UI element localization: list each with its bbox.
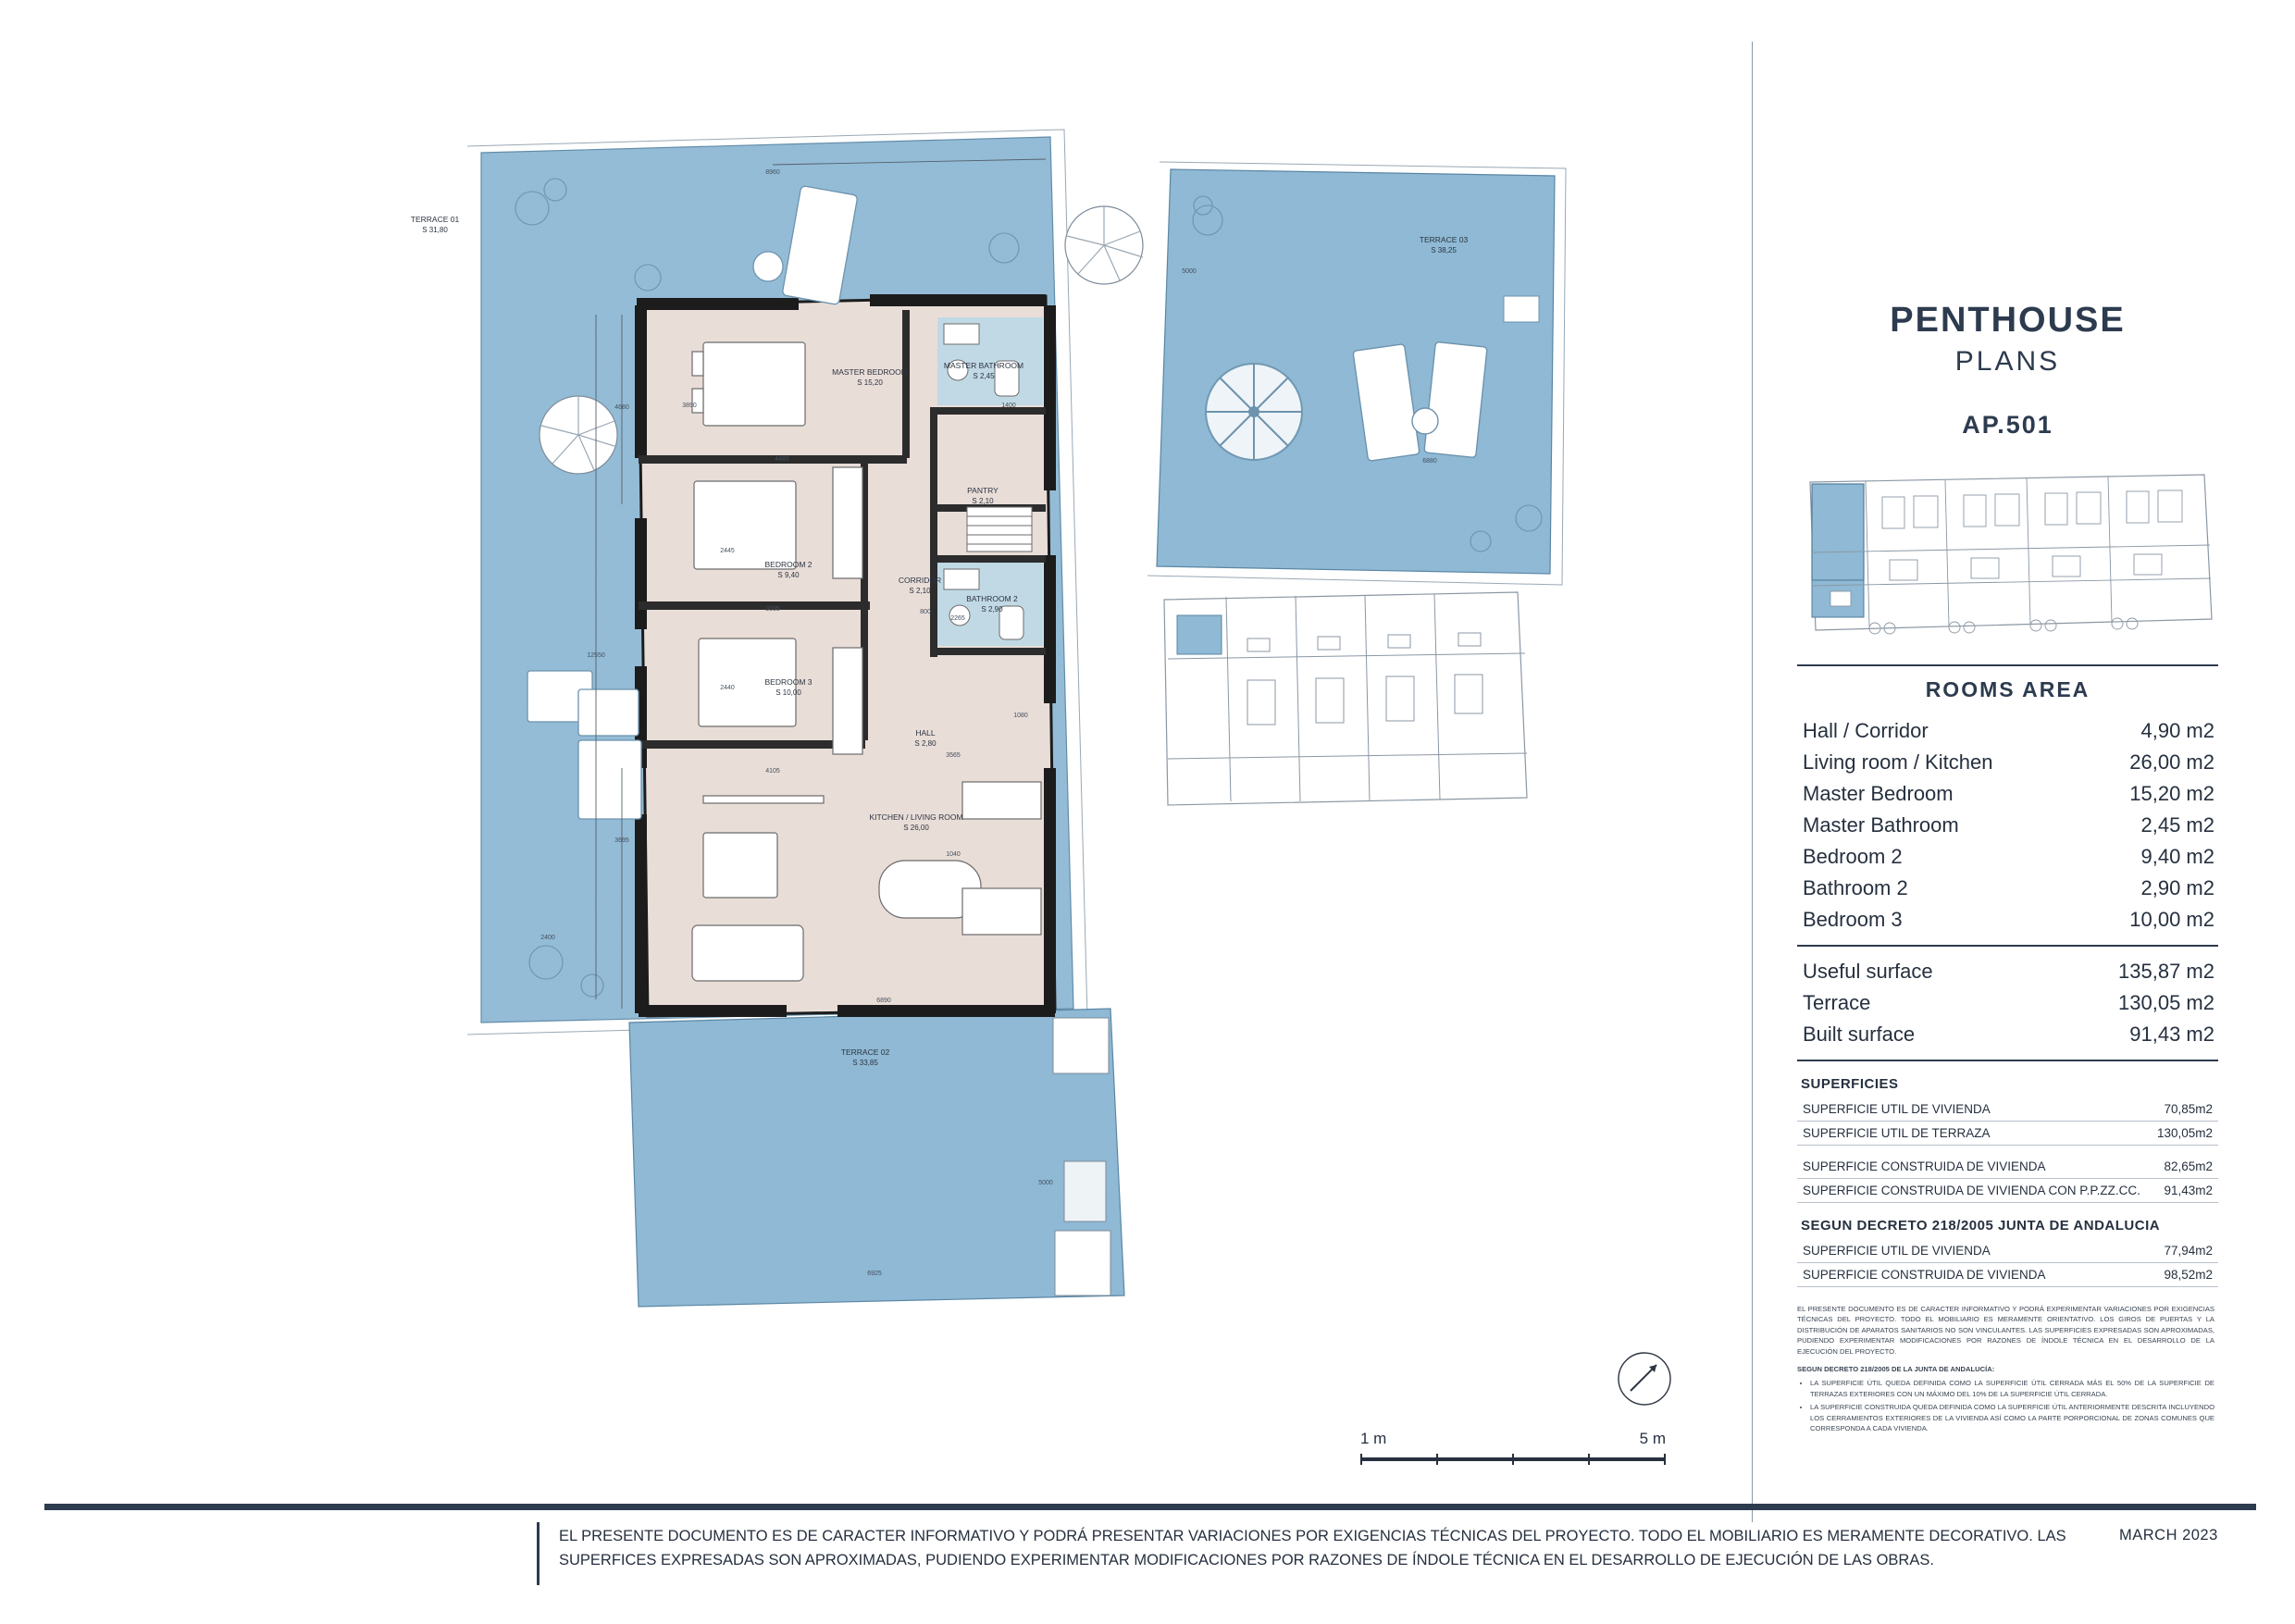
dimension-label: 8960 bbox=[765, 169, 780, 176]
decreto-row bbox=[1797, 1263, 2218, 1287]
dimension-label: 3565 bbox=[946, 752, 961, 759]
superficie-value: 70,85m2 bbox=[2164, 1102, 2213, 1116]
room-name: KITCHEN / LIVING ROOM bbox=[869, 812, 963, 822]
scale-right-label: 5 m bbox=[1639, 1430, 1666, 1447]
dimension-label: 12550 bbox=[587, 652, 605, 659]
room-name: MASTER BATHROOM bbox=[943, 361, 1024, 370]
room-area: S 2,80 bbox=[914, 739, 937, 748]
dimension-label: 6880 bbox=[1422, 458, 1437, 465]
legal-bullet: • LA SUPERFICIE ÚTIL QUEDA DEFINIDA COMO LA SUPERFICIE ÚTIL CERRADA MÁS EL 50% DE LA SUPERFICIE DE TERRAZAS EXTERIORES CON UN MÁXIMO DEL 10% DE LA SUPERFICIE ÚTIL CERRADA. bbox=[1810, 1378, 2214, 1399]
superficie-label: SUPERFICIE UTIL DE VIVIENDA bbox=[1803, 1102, 1991, 1116]
apartment-shell bbox=[635, 294, 1056, 1017]
room-name: CORRIDOR bbox=[898, 576, 942, 585]
dimension-label: 4680 bbox=[614, 404, 629, 411]
room-name: BEDROOM 3 bbox=[764, 677, 813, 687]
room-label: Living room / Kitchen bbox=[1803, 750, 1993, 774]
dimension-label: 4485 bbox=[775, 456, 789, 463]
total-value: 91,43 m2 bbox=[2129, 1023, 2214, 1046]
room-area: S 15,20 bbox=[857, 378, 883, 387]
dimension-label: 5000 bbox=[1182, 268, 1197, 275]
room-label: Bedroom 3 bbox=[1803, 908, 1903, 931]
terrace-02-shape bbox=[629, 1009, 1124, 1307]
superficie-label: SUPERFICIE CONSTRUIDA DE VIVIENDA bbox=[1803, 1159, 2046, 1173]
room-label: Bathroom 2 bbox=[1803, 876, 1908, 899]
legal-notice bbox=[1797, 1304, 2218, 1433]
superficie-label: SUPERFICIE CONSTRUIDA DE VIVIENDA CON P.P.ZZ.CC. bbox=[1803, 1184, 2140, 1197]
decreto-list bbox=[1797, 1239, 2218, 1287]
room-row bbox=[1797, 778, 2218, 810]
dimension-label: 2440 bbox=[720, 685, 735, 691]
superficie-value: 130,05m2 bbox=[2156, 1126, 2213, 1140]
north-compass bbox=[1612, 1346, 1677, 1411]
total-row bbox=[1797, 956, 2218, 987]
room-name: HALL bbox=[915, 728, 936, 738]
room-area: S 10,00 bbox=[775, 688, 801, 697]
dimension-label: 2265 bbox=[950, 615, 965, 622]
room-value: 9,40 m2 bbox=[2140, 845, 2214, 868]
decreto-value: 98,52m2 bbox=[2164, 1268, 2213, 1282]
scale-left-label: 1 m bbox=[1360, 1430, 1387, 1447]
superficie-row bbox=[1797, 1097, 2218, 1122]
superficie-row bbox=[1797, 1122, 2218, 1146]
dimension-label: 6925 bbox=[867, 1271, 882, 1277]
decreto-header: SEGUN DECRETO 218/2005 JUNTA DE ANDALUCIA bbox=[1801, 1218, 2161, 1233]
highlighted-unit bbox=[1812, 484, 1864, 580]
room-row bbox=[1797, 715, 2218, 747]
room-name: MASTER BEDROOM bbox=[832, 367, 908, 377]
dimension-label: 1400 bbox=[1001, 403, 1016, 409]
room-value: 26,00 m2 bbox=[2129, 750, 2214, 774]
decreto-label: SUPERFICIE CONSTRUIDA DE VIVIENDA bbox=[1803, 1268, 2046, 1282]
page-subtitle: PLANS bbox=[1954, 346, 2061, 377]
total-row bbox=[1797, 987, 2218, 1019]
room-area: S 9,40 bbox=[777, 571, 800, 579]
room-label: Master Bedroom bbox=[1803, 782, 1954, 805]
total-label: Useful surface bbox=[1803, 960, 1933, 983]
room-area: S 26,00 bbox=[903, 824, 929, 832]
room-row bbox=[1797, 747, 2218, 778]
dimension-label: 4105 bbox=[765, 768, 780, 775]
superficie-row bbox=[1797, 1179, 2218, 1203]
dimension-label: 1040 bbox=[946, 851, 961, 858]
legal-bullet: • LA SUPERFICIE CONSTRUIDA QUEDA DEFINIDA COMO LA SUPERFICIE ÚTIL ANTERIORMENTE DESCRITA INCLUYENDO LOS CERRAMIENTOS EXTERIORES DE LA VIVIENDA ASÍ COMO LA PARTE PORPORCIONAL DE ZONAS COMUNES QUE CORRESPONDA A CADA VIVIENDA. bbox=[1810, 1402, 2214, 1433]
superficie-label: SUPERFICIE UTIL DE TERRAZA bbox=[1803, 1126, 1991, 1140]
dimension-label: 800 bbox=[920, 609, 931, 615]
footer-date: MARCH 2023 bbox=[2119, 1527, 2218, 1543]
room-label: Bedroom 2 bbox=[1803, 845, 1903, 868]
rooms-area-header: ROOMS AREA bbox=[1925, 677, 2090, 701]
room-area: S 2,90 bbox=[981, 605, 1003, 614]
dimension-label: 2445 bbox=[720, 548, 735, 554]
room-name: TERRACE 02 bbox=[840, 1048, 890, 1057]
superficies-header: SUPERFICIES bbox=[1801, 1076, 1899, 1092]
room-name: PANTRY bbox=[967, 486, 999, 495]
footer-vertical-rule bbox=[537, 1522, 540, 1585]
dimension-label: 3695 bbox=[614, 837, 629, 844]
room-label: Master Bathroom bbox=[1803, 813, 1959, 837]
room-area: S 31,80 bbox=[422, 226, 448, 234]
room-row bbox=[1797, 904, 2218, 936]
room-name: TERRACE 03 bbox=[1419, 235, 1469, 244]
room-area: S 2,10 bbox=[909, 587, 931, 595]
room-value: 2,90 m2 bbox=[2140, 876, 2214, 899]
decreto-label: SUPERFICIE UTIL DE VIVIENDA bbox=[1803, 1244, 1991, 1258]
room-row bbox=[1797, 873, 2218, 904]
dimension-label: 2400 bbox=[540, 935, 555, 941]
superficies-list bbox=[1797, 1097, 2218, 1203]
total-value: 130,05 m2 bbox=[2118, 991, 2214, 1014]
room-area: S 2,45 bbox=[973, 372, 995, 380]
total-value: 135,87 m2 bbox=[2118, 960, 2214, 983]
room-value: 2,45 m2 bbox=[2140, 813, 2214, 837]
dimension-label: 6890 bbox=[876, 998, 891, 1004]
total-label: Terrace bbox=[1803, 991, 1871, 1014]
page-title: PENTHOUSE bbox=[1890, 301, 2126, 340]
dimension-label: 3890 bbox=[682, 403, 697, 409]
room-name: BATHROOM 2 bbox=[966, 594, 1018, 603]
stairs bbox=[967, 507, 1032, 552]
info-panel bbox=[1752, 42, 2256, 1522]
room-row bbox=[1797, 810, 2218, 841]
superficie-value: 91,43m2 bbox=[2164, 1184, 2213, 1197]
superficie-row bbox=[1797, 1155, 2218, 1179]
dimension-label: 5000 bbox=[1038, 1180, 1053, 1186]
building-keyplan bbox=[1797, 456, 2218, 655]
room-name: BEDROOM 2 bbox=[764, 560, 813, 569]
room-area: S 2,10 bbox=[972, 497, 994, 505]
room-row bbox=[1797, 841, 2218, 873]
rooms-area-list bbox=[1797, 715, 2218, 936]
legal-paragraph-2: SEGUN DECRETO 218/2005 DE LA JUNTA DE ANDALUCÍA: bbox=[1797, 1364, 1995, 1373]
room-name: TERRACE 01 bbox=[410, 215, 460, 224]
room-label: Hall / Corridor bbox=[1803, 719, 1929, 742]
apartment-code: AP.501 bbox=[1962, 411, 2053, 439]
terrace-03-shape bbox=[1148, 162, 1566, 585]
decreto-value: 77,94m2 bbox=[2164, 1244, 2213, 1258]
total-row bbox=[1797, 1019, 2218, 1050]
superficie-value: 82,65m2 bbox=[2164, 1159, 2213, 1173]
dimension-label: 3035 bbox=[765, 606, 780, 613]
room-area: S 33,85 bbox=[852, 1059, 878, 1067]
room-value: 4,90 m2 bbox=[2140, 719, 2214, 742]
dimension-label: 1080 bbox=[1013, 713, 1028, 719]
legal-paragraph-1: EL PRESENTE DOCUMENTO ES DE CARACTER INFORMATIVO Y PODRÁ EXPERIMENTAR VARIACIONES POR EXIGENCIAS TÉCNICAS DEL PROYECTO. TODO EL MOBILIARIO ES MERAMENTE ORIENTATIVO. LOS GIROS DE PUERTAS Y LA DISTRIBUCIÓN DE APARATOS SANITARIOS NO SON VINCULANTES. LAS SUPERFICIES EXPRESADAS SON APROXIMADAS, PUDIENDO EXPERIMENTAR MODIFICACIONES POR RAZONES DE ÍNDOLE TÉCNICA EN EL DESARROLLO DE LA EJECUCIÓN DEL PROYECTO. bbox=[1797, 1305, 2214, 1356]
scale-bar bbox=[1360, 1430, 1666, 1465]
room-value: 15,20 m2 bbox=[2129, 782, 2214, 805]
decreto-row bbox=[1797, 1239, 2218, 1263]
total-label: Built surface bbox=[1803, 1023, 1916, 1046]
room-value: 10,00 m2 bbox=[2129, 908, 2214, 931]
footer-disclaimer: EL PRESENTE DOCUMENTO ES DE CARACTER INFORMATIVO Y PODRÁ PRESENTAR VARIACIONES POR EXIGENCIAS TÉCNICAS DEL PROYECTO. TODO EL MOBILIARIO ES MERAMENTE DECORATIVO. LAS SUPERFICES EXPRESADAS SON APROXIMADAS, PUDIENDO EXPERIMENTAR MODIFICACIONES POR RAZONES DE ÍNDOLE TÉCNICA EN EL DESARROLLO DE EJECUCIÓN DE LAS OBRAS. bbox=[559, 1528, 2066, 1568]
parasol-furniture bbox=[1206, 364, 1302, 460]
footer-rule bbox=[44, 1504, 2256, 1510]
site-keyplan bbox=[1164, 592, 1527, 805]
totals-list bbox=[1797, 956, 2218, 1050]
room-area: S 38,25 bbox=[1431, 246, 1457, 254]
